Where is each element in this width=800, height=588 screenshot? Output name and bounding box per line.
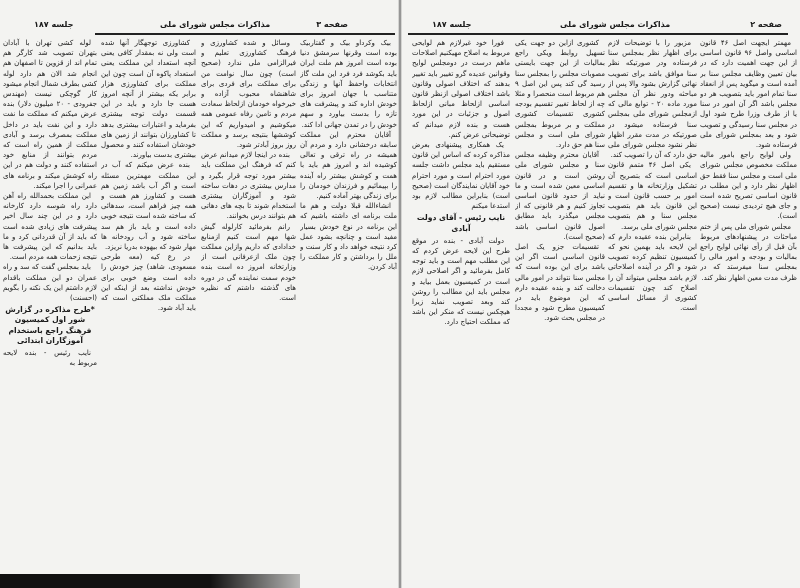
text-column-4 (412, 38, 510, 570)
paragraph: فورا خود غیرلازم هم لوایحی مربوط به اصلاح مهیکنیم اصلاحات ماهم درست در دومجلس لوایح وقوانین عدیده گرو تغییر باید تغییر بدهند که اختلاف اصولی وقانون باشد اختلاف اصولی ازنظر قانون اساسی ازلحاظ مبانی ازلحاظ اصول و جزئیات در این مورد هست و بنده لازم میدانم که توضیحاتی عرض کنم. (412, 39, 510, 139)
paragraph: وسائل و شده کشاورزی و فرهنگ کشاورزی تعلیم و فیرالزامی ملی ندارد (صحیح است) چون سال نوامت من برای مملکت برای فردی برای شاهنشاه محبوب آزاده و خیرخواه خودمان ازلحاظ سعادت مردم و تامین رفاه عمومی همه میکوشیم و امیدواریم که این کوششها بنتیجه برسد و مملکت روز بروز آبادتر شود. (201, 39, 296, 150)
text-column-2 (201, 38, 296, 570)
paragraph: آقایان محترم این مملکت سابقه درخشانی دارد و مردم آن همیشه در راه ترقی و تعالی کوشیده اند و امروز هم باید با همت و کوشش بیشتر راه آینده را بپیمائیم و فرزندان خودمان را برای زندگی بهتر آماده کنیم. (300, 130, 397, 201)
text-column-2 (608, 38, 697, 570)
session-number: جلسه ۱۸۷ (432, 20, 472, 29)
paragraph: نایب رئیس - بنده لایحه مربوط به (3, 349, 97, 368)
paragraph: بنده در اینجا لازم میدانم عرض کنم که فرهنگ این مملکت باید بیشتر مورد توجه قرار بگیرد و مدارس بیشتری در دهات ساخته شود و آموزگاران بیشتری استخدام شوند تا بچه های دهاتی هم بتوانند درس بخوانند. (201, 151, 296, 221)
paragraph: این مملکت بحمدالله راه آهن دارد راه شوسه دارد کارخانه دارد و در این چند سال اخیر پیشرفت های زیادی شده است که باید از آن قدردانی کرد و ما باید بدانیم که این پیشرفت ها نتیجه زحمات همه مردم است. (3, 192, 97, 262)
paragraph: یکی اصل ۴۶ متمم قانون اساسی است که بتصریح آن تشکیل وزارتخانه ها و تقسیم امور بر حسب قانون است و این قانون باید هم بتصویب مجلس سنا و هم بتصویب مجلس شورای ملی برسد. (608, 161, 697, 231)
paragraph: رانم بفرمائید کارلوله گیش شها مهم است کنیم ازمنابع خدادادی که داریم وازاین مملکت چون ملک ازعرفانی است از وزارتخانه امروز ده است بنده خودم سمت نماینده گی در دوره های گذشته داشتم که نظیره است. (201, 222, 296, 303)
text-column-3 (101, 38, 196, 570)
paragraph: بنده عرض میکنم که آب در این مملکت مهمترین مسئله است و اگر آب باشد زمین هم هست و کشاورز هم هست و همه چیز فراهم است، سدهائی که ساخته شده است نتیجه خوبی داده است و باید باز هم سد ساخته شود و آب رودخانه ها مهار شود که بیهوده بدریا نریزد. (101, 161, 196, 252)
paragraph: در رع کیه (معه طرحی مسعودی، شاهد) چیز خودش را داده است وضع خوبی برای خودش نداشته بعد از اینکه این مملکت ملک مملکتی است که باید آباد شود. (101, 253, 196, 313)
scan-shadow (0, 574, 300, 588)
paragraph: انشاءالله قبلا دولت و هم ما ملت برنامه ای داشته باشیم که این برنامه در نوع خودش بسیار مفید است و چنانچه بشود عمل کرد نتیجه خواهد داد و کار سنت و ملل را برداشتن و کار مملکت را آباد کردن. (300, 202, 397, 272)
header-rule (95, 33, 395, 35)
speaker-heading: نایب رئیس - آقای دولت آبادی (416, 213, 506, 233)
paragraph: دولت آبادی - بنده در موقع طرح این لایحه عرض کردم که این مطلب مهم است و باید توجه کامل بفرمائید و اگر اصلاحی لازم است در کمیسیون بعمل بیاید و مجلس باید این مطالب را روشن کند وبعد تصویب نماید زیرا هیچکس نیست که منکر این باشد که مملکت احتیاج دارد. (412, 236, 510, 327)
session-number: جلسه ۱۸۷ (34, 20, 74, 29)
text-column-1 (700, 38, 797, 570)
paragraph: باید بمجلس گفت که سد و راه عمران دو این مملکت باقدام لازم داشتم این یک نکته را بگویم (احسنت) (3, 263, 97, 303)
running-title: مذاکرات مجلس شورای ملی (160, 20, 271, 29)
paragraph: مجلس شورای ملی پس از ختم مباحثات در پیشنهادهای مربوط بآن قبل از رأی نهائی لوایح راجع بمالیات و بودجه و امور مالی را بمجلس سنا میفرستد که در ظرف مدت معین اظهار نظر کند. (700, 222, 797, 282)
section-heading: *طرح مذاکره در گزارش شور اول کمیسیون فرهنگ راجع باستخدام آموزگاران ابتدائی (5, 305, 95, 345)
paragraph: مزبور را با توضیحات لازم برای اظهار نظر بمجلس سنا فرستاده ودر صورتیکه نظر سنا موافق باشد برای تصویب نهائی گزارش بشود والا پس از مباحثه ودور نظر آن مجلس مورد ماده ۲۰ - توابع مالی که ازمجلس شورای ملی بمجلس سنا فرستاده میشود در صورتیکه در مدت مقرر اظهار نظر نشود مجلس شورای ملی حق دارد که آن را تصویب کند. (608, 39, 697, 160)
header-rule (408, 33, 788, 35)
paragraph: ولی لوایح راجع بامور مالیه مملکت مخصوص مجلس شورای ملی است و مجلس سنا فقط حق اظهار نظر دارد و این مطلب در قانون اساسی تصریح شده است و جای هیچ تردیدی نیست (صحیح است). (700, 151, 797, 221)
right-page (400, 0, 800, 588)
paragraph: مهمتر ایجهت اصل ۴۶ قانون اساسی واصل ۹۶ قانون اساسی از این جهت اهمیت دارد که در بیان تعیین وظایف مجلس سنا بر آمده است و میگوید پس از انعقاد سنا تمام امور باید بتصویب هر دو مجلس باشد اگر آن امور در سنا یا از طرف وزرا طرح شود اول در مجلس سنا رسیدگی و تصویب شود و بعد بمجلس شورای ملی فرستاده شود. (700, 39, 797, 150)
paragraph: بیک وکرداو بیک و گفتاربیک بوده است وقرنها سرمشق دنیا بوده است امروز هم ملت ایران باید بکوشد فرد فرد این ملت گاز انتخابات واحفظ آنها و زندگی متناسب با جهان امروز برای خودش اداره کند و پیشرفت های تازه را بدست بیاورد و سهم خودش را در تمدن جهانی ادا کند. (300, 39, 397, 129)
paragraph: لوله کشی تهران با آبادان بتهران تصویب شد کارگر هم تمام اند از قزوین تا اصفهان هم انجام شد الان هم دارد لوله کشی بطرف شمال انجام میشود کار گوچکی نیست (مهندس جفرودی - ۲۰ میلیون دلار) بنده عرض میکنم که مملکت ما نفت دارد و این نفت باید در داخل مملکت بمصرف برسد و آبادی مملکت از همین راه است که مردم بتوانند از منابع خود استفاده کنند و دولت هم در این راه کوشش میکند و برنامه های عمرانی را اجرا میکند. (3, 39, 97, 190)
paragraph: بنابراین بنده عقیده دارم که این لایحه باید بهمین نحو که کمیسیون تنظیم کرده تصویب شود و اگر در آینده اصلاحاتی لازم باشد مجلس میتواند آن را اصلاح کند چون تقسیمات کشوری از مسائل اساسی است. (608, 232, 697, 313)
paragraph: یک همکاری پیشنهادی بعرض مذاکره کرده که اساس این قانون مستقیم باید مجلس داشت جلسه مورد احترام است و مورد احترام خود آقایان نمایندگان است (صحیح است) بنابراین مطالب لازم بود استدعا میکنم (412, 141, 510, 211)
page-number: صفحه ۳ (316, 20, 348, 29)
paragraph: آقایان محترم وظیفه مجلس سنا و مجلس شورای ملی روشن است و در قانون اساسی معین شده است و ما نباید از حدود قانون اساسی تجاوز کنیم و هر قانونی که از مجلس میگذرد باید مطابق اصول قانون اساسی باشد (صحیح است). (515, 151, 605, 241)
text-column-3 (515, 38, 605, 570)
paragraph: تقسیمات جزو یک اصل قانون اساسی است اگر این باشد برای این بوده است که مجلس سنا نتواند در امور مالی دخالت کند و بنده عقیده دارم که این موضوع باید در کمیسیون مطرح شود و مجددا در مجلس بحث شود. (515, 243, 605, 323)
text-column-1 (300, 38, 397, 570)
page-number: صفحه ۲ (750, 20, 782, 29)
paragraph: کشوری ازاین دو جهت یکی تسهیل روابط ویکی راجع بمالیات از این جهت بایستی مصوبات مجلس را بمجلس سنا رسید گی کند پس این اصل ۹ هم مربوط است منحصرا و مثلا چه از لحاظ تغییر تقسیم بودجه کشوری تقسیمات کشوری مملکت و بر مربوط بمجلس شورای ملی است و مجلس سنا هم حق دارد. (515, 39, 605, 150)
text-column-4 (3, 38, 97, 570)
running-title: مذاکرات مجلس شورای ملی (560, 20, 671, 29)
paragraph: کشاورزی توجهگار آنها شده است ولی نه بمقدار کافی یعنی آنچه استعداد این مملکت یعنی استعداد پاکوه آن است چون این مملکت برای کشاورزی هزار برابر یکه بیشتر از آنچه امروز هست جا دارد و باید در این قسمت دولت توجه بیشتری بفرماید و اعتبارات بیشتری بدهد تا کشاورزان بتوانند از زمین های خودشان استفاده کنند و محصول بیشتری بدست بیاورند. (101, 39, 196, 160)
